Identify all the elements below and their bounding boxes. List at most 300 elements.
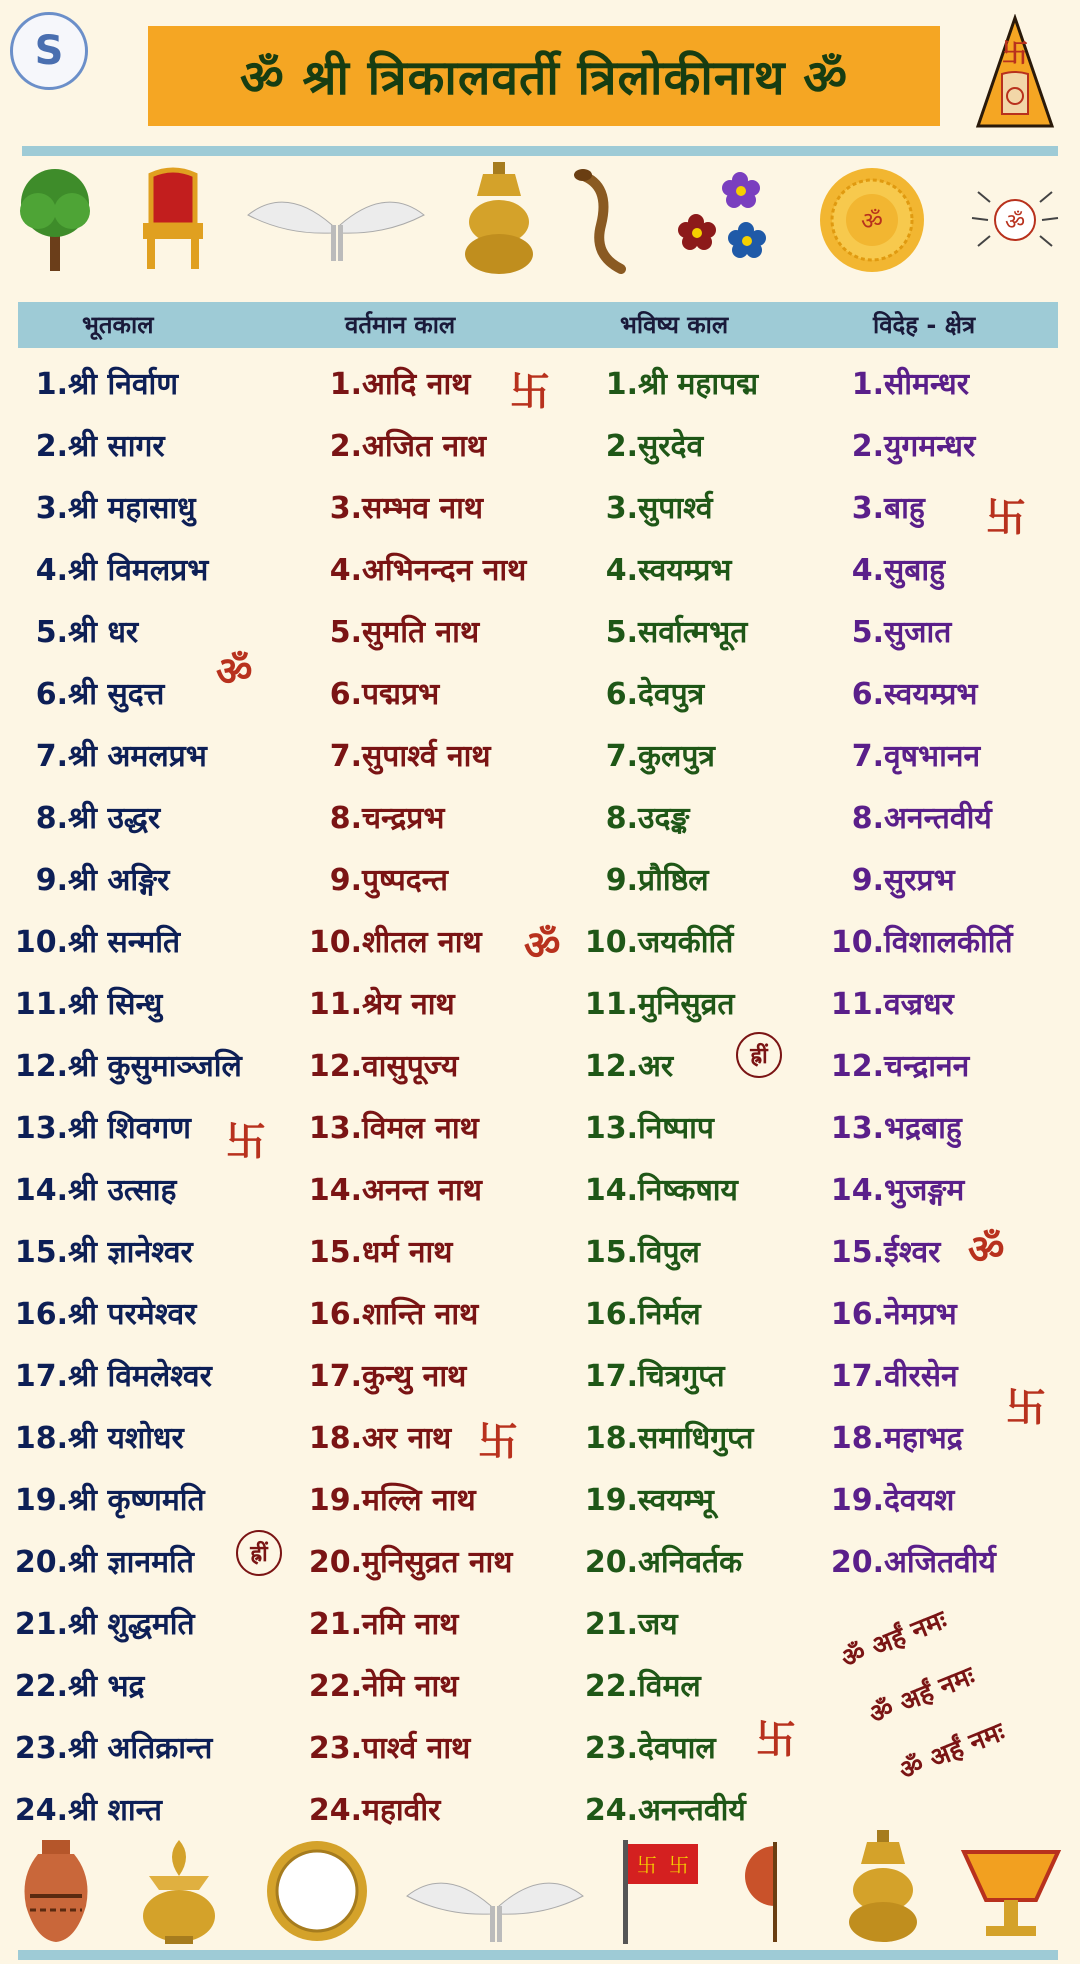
item-name: सम्भव नाथ <box>362 491 484 526</box>
list-item <box>8 1656 242 1718</box>
item-name: श्री धर <box>68 615 139 650</box>
mantra-text: ॐ अर्हं नमः <box>865 1661 980 1731</box>
item-number: 19. <box>308 1483 362 1518</box>
list-item <box>574 1346 758 1408</box>
item-name: श्री अतिक्रान्त <box>68 1731 213 1766</box>
divider <box>22 146 1058 156</box>
item-number: 9. <box>605 863 638 898</box>
item-number: 17. <box>584 1359 638 1394</box>
item-number: 15. <box>584 1235 638 1270</box>
item-name: श्री महासाधु <box>68 491 196 526</box>
item-number: 6. <box>35 677 68 712</box>
item-number: 18. <box>308 1421 362 1456</box>
item-number: 10. <box>308 925 362 960</box>
list-item <box>8 478 242 540</box>
item-number: 6. <box>851 677 884 712</box>
list-item <box>822 1470 1013 1532</box>
om-rays-icon <box>960 170 1070 270</box>
item-name: देवपाल <box>638 1731 716 1766</box>
bowl-icon <box>956 1836 1066 1946</box>
list-item <box>8 1470 242 1532</box>
list-item <box>574 726 758 788</box>
kalash-icon <box>129 1836 229 1946</box>
svg-text:卐: 卐 <box>1001 39 1029 69</box>
list-item <box>8 1284 242 1346</box>
item-name: महावीर <box>362 1793 441 1828</box>
item-number: 13. <box>584 1111 638 1146</box>
item-name: श्री सागर <box>68 429 165 464</box>
item-name: विपुल <box>638 1235 700 1270</box>
item-name: श्री उद्धर <box>68 801 161 836</box>
list-item <box>574 478 758 540</box>
svg-text:卐: 卐 <box>669 1853 690 1877</box>
list-item <box>574 850 758 912</box>
item-number: 7. <box>329 739 362 774</box>
item-number: 2. <box>329 429 362 464</box>
item-name: स्वयम्भू <box>638 1483 714 1518</box>
item-number: 1. <box>35 367 68 402</box>
item-name: आदि नाथ <box>362 367 471 402</box>
item-name: श्री परमेश्वर <box>68 1297 197 1332</box>
item-number: 21. <box>584 1607 638 1642</box>
item-number: 17. <box>14 1359 68 1394</box>
list-present <box>300 354 526 1842</box>
item-number: 18. <box>14 1421 68 1456</box>
list-item <box>300 1346 526 1408</box>
list-item <box>574 1718 758 1780</box>
item-name: वज्रधर <box>884 987 954 1022</box>
header-past: भूतकाल <box>82 311 154 339</box>
list-item <box>574 1036 758 1098</box>
list-item <box>574 540 758 602</box>
tree-icon <box>10 165 100 275</box>
list-item <box>300 1718 526 1780</box>
list-item <box>8 1346 242 1408</box>
chamar-icon <box>405 1856 585 1946</box>
item-name: धर्म नाथ <box>362 1235 453 1270</box>
item-name: श्री शिवगण <box>68 1111 191 1146</box>
item-name: श्री सन्मति <box>68 925 181 960</box>
item-name: नेमि नाथ <box>362 1669 459 1704</box>
pot-icon <box>16 1836 96 1946</box>
list-item <box>822 1532 1013 1594</box>
list-item <box>822 974 1013 1036</box>
item-name: सुपार्श्व नाथ <box>362 739 491 774</box>
item-number: 2. <box>605 429 638 464</box>
list-item <box>300 1284 526 1346</box>
item-number: 5. <box>851 615 884 650</box>
list-item <box>300 1532 526 1594</box>
item-name: देवयश <box>884 1483 955 1518</box>
om-glyph-icon: ॐ <box>216 649 253 695</box>
list-item <box>822 912 1013 974</box>
item-name: अनन्त नाथ <box>362 1173 482 1208</box>
list-item <box>574 354 758 416</box>
item-number: 20. <box>830 1545 884 1580</box>
item-number: 24. <box>308 1793 362 1828</box>
svg-text:ॐ: ॐ <box>1004 210 1025 235</box>
swastik-icon: 卐 <box>986 495 1026 541</box>
om-glyph-icon: ॐ <box>968 1227 1005 1273</box>
list-item <box>300 1098 526 1160</box>
hrim-icon: ह्रीं <box>236 1530 282 1576</box>
item-number: 24. <box>584 1793 638 1828</box>
flowers-icon <box>674 170 784 270</box>
header-videh: विदेह - क्षेत्र <box>873 311 976 339</box>
item-name: स्वयम्प्रभ <box>638 553 732 588</box>
item-number: 10. <box>14 925 68 960</box>
item-name: सीमन्धर <box>884 367 970 402</box>
list-item <box>300 912 526 974</box>
item-number: 12. <box>830 1049 884 1084</box>
list-item <box>574 664 758 726</box>
item-name: श्री ज्ञानेश्वर <box>68 1235 193 1270</box>
mantra-text: ॐ अर्हं नमः <box>837 1605 952 1675</box>
item-name: कुलपुत्र <box>638 739 715 774</box>
item-number: 9. <box>329 863 362 898</box>
item-name: युगमन्धर <box>884 429 976 464</box>
item-name: श्री विमलप्रभ <box>68 553 209 588</box>
list-item <box>8 912 242 974</box>
item-number: 16. <box>308 1297 362 1332</box>
list-item <box>822 478 1013 540</box>
item-name: शीतल नाथ <box>362 925 482 960</box>
item-number: 8. <box>35 801 68 836</box>
list-item <box>822 354 1013 416</box>
item-name: अर नाथ <box>362 1421 452 1456</box>
list-item <box>8 1408 242 1470</box>
item-name: श्री अमलप्रभ <box>68 739 207 774</box>
item-name: पार्श्व नाथ <box>362 1731 471 1766</box>
item-number: 14. <box>14 1173 68 1208</box>
item-number: 9. <box>851 863 884 898</box>
list-item <box>574 602 758 664</box>
list-item <box>574 416 758 478</box>
item-name: विमल नाथ <box>362 1111 479 1146</box>
list-item <box>300 1470 526 1532</box>
item-name: श्री शान्त <box>68 1793 162 1828</box>
item-number: 14. <box>830 1173 884 1208</box>
item-name: चन्द्रप्रभ <box>362 801 445 836</box>
item-number: 5. <box>605 615 638 650</box>
list-item <box>822 788 1013 850</box>
list-item <box>574 912 758 974</box>
item-name: जय <box>638 1607 678 1642</box>
item-name: निष्पाप <box>638 1111 714 1146</box>
list-item <box>822 726 1013 788</box>
item-name: चित्रगुप्त <box>638 1359 725 1394</box>
item-name: मल्लि नाथ <box>362 1483 476 1518</box>
swastik-icon: 卐 <box>510 369 550 415</box>
list-item <box>300 850 526 912</box>
list-item <box>300 974 526 1036</box>
list-item <box>574 1284 758 1346</box>
item-name: उदङ्क <box>638 801 690 836</box>
item-number: 16. <box>830 1297 884 1332</box>
item-number: 6. <box>605 677 638 712</box>
item-number: 16. <box>14 1297 68 1332</box>
item-number: 23. <box>308 1731 362 1766</box>
list-item <box>574 788 758 850</box>
item-name: श्रेय नाथ <box>362 987 455 1022</box>
list-item <box>822 540 1013 602</box>
list-item <box>300 664 526 726</box>
item-name: बाहु <box>884 491 925 526</box>
list-item <box>8 1718 242 1780</box>
swastik-icon: 卐 <box>756 1717 796 1763</box>
list-past <box>8 354 242 1842</box>
item-number: 10. <box>584 925 638 960</box>
item-number: 11. <box>830 987 884 1022</box>
list-item <box>300 788 526 850</box>
mirror-icon <box>262 1836 372 1946</box>
item-number: 12. <box>584 1049 638 1084</box>
item-number: 11. <box>308 987 362 1022</box>
list-item <box>8 664 242 726</box>
list-future <box>574 354 758 1842</box>
list-item <box>8 1098 242 1160</box>
list-item <box>300 602 526 664</box>
list-item <box>574 1470 758 1532</box>
item-name: विमल <box>638 1669 701 1704</box>
list-item <box>300 1656 526 1718</box>
item-name: श्री अङ्गिर <box>68 863 170 898</box>
item-name: सुबाहु <box>884 553 946 588</box>
item-number: 1. <box>329 367 362 402</box>
horn-icon <box>571 165 641 275</box>
item-number: 8. <box>851 801 884 836</box>
item-number: 20. <box>14 1545 68 1580</box>
mantra-text: ॐ अर्हं नमः <box>895 1717 1010 1787</box>
item-number: 4. <box>851 553 884 588</box>
item-number: 16. <box>584 1297 638 1332</box>
item-number: 14. <box>308 1173 362 1208</box>
item-name: अनन्तवीर्य <box>884 801 992 836</box>
list-item <box>300 540 526 602</box>
item-number: 11. <box>584 987 638 1022</box>
item-name: शान्ति नाथ <box>362 1297 479 1332</box>
item-name: चन्द्रानन <box>884 1049 970 1084</box>
item-number: 22. <box>308 1669 362 1704</box>
auspicious-symbols-top <box>10 160 1070 280</box>
item-name: जयकीर्ति <box>638 925 734 960</box>
item-name: ईश्वर <box>884 1235 941 1270</box>
header-future: भविष्य काल <box>620 311 729 339</box>
item-number: 23. <box>14 1731 68 1766</box>
item-name: स्वयम्प्रभ <box>884 677 978 712</box>
item-name: वासुपूज्य <box>362 1049 459 1084</box>
svg-text:卐: 卐 <box>637 1853 658 1877</box>
item-name: श्री उत्साह <box>68 1173 177 1208</box>
item-number: 17. <box>308 1359 362 1394</box>
list-item <box>8 1222 242 1284</box>
item-number: 18. <box>830 1421 884 1456</box>
jhari-vessel-icon <box>459 162 539 278</box>
list-item <box>574 1594 758 1656</box>
item-name: श्री विमलेश्वर <box>68 1359 212 1394</box>
item-number: 21. <box>14 1607 68 1642</box>
item-name: सुमति नाथ <box>362 615 480 650</box>
item-name: श्री निर्वाण <box>68 367 179 402</box>
list-item <box>822 1036 1013 1098</box>
item-number: 7. <box>605 739 638 774</box>
item-number: 19. <box>14 1483 68 1518</box>
item-name: श्री सुदत्त <box>68 677 165 712</box>
list-item <box>822 1160 1013 1222</box>
chamar-icon <box>246 175 426 265</box>
list-item <box>574 1656 758 1718</box>
item-number: 4. <box>35 553 68 588</box>
list-item <box>822 416 1013 478</box>
item-number: 13. <box>14 1111 68 1146</box>
list-item <box>822 1408 1013 1470</box>
item-number: 3. <box>329 491 362 526</box>
item-name: नमि नाथ <box>362 1607 459 1642</box>
list-item <box>8 416 242 478</box>
item-number: 4. <box>605 553 638 588</box>
item-number: 17. <box>830 1359 884 1394</box>
list-item <box>574 1098 758 1160</box>
om-icon: ॐ <box>861 207 884 235</box>
item-name: निर्मल <box>638 1297 701 1332</box>
item-name: प्रौष्ठिल <box>638 863 709 898</box>
item-name: वीरसेन <box>884 1359 958 1394</box>
list-item <box>8 1532 242 1594</box>
item-name: अनन्तवीर्य <box>638 1793 746 1828</box>
list-item <box>300 416 526 478</box>
fan-icon <box>740 1836 810 1946</box>
item-name: मुनिसुव्रत नाथ <box>362 1545 513 1580</box>
item-name: समाधिगुप्त <box>638 1421 754 1456</box>
item-name: पद्मप्रभ <box>362 677 440 712</box>
jhari-vessel-icon <box>843 1830 923 1946</box>
hrim-icon: ह्रीं <box>736 1032 782 1078</box>
item-number: 8. <box>329 801 362 836</box>
item-number: 15. <box>830 1235 884 1270</box>
item-number: 4. <box>329 553 362 588</box>
list-item <box>822 1284 1013 1346</box>
item-number: 24. <box>14 1793 68 1828</box>
jain-emblem-icon <box>972 14 1058 134</box>
list-item <box>8 1594 242 1656</box>
list-item <box>300 726 526 788</box>
item-name: देवपुत्र <box>638 677 705 712</box>
item-name: भद्रबाहु <box>884 1111 962 1146</box>
item-name: वृषभानन <box>884 739 981 774</box>
item-name: अभिनन्दन नाथ <box>362 553 527 588</box>
item-number: 23. <box>584 1731 638 1766</box>
item-number: 22. <box>584 1669 638 1704</box>
item-number: 12. <box>14 1049 68 1084</box>
list-item <box>574 1408 758 1470</box>
list-item <box>8 850 242 912</box>
swastik-icon: 卐 <box>1006 1385 1046 1431</box>
item-number: 11. <box>14 987 68 1022</box>
item-number: 10. <box>830 925 884 960</box>
list-item <box>822 1098 1013 1160</box>
item-number: 18. <box>584 1421 638 1456</box>
list-item <box>822 850 1013 912</box>
list-item <box>300 478 526 540</box>
item-number: 2. <box>35 429 68 464</box>
list-item <box>574 1532 758 1594</box>
item-name: भुजङ्गम <box>884 1173 965 1208</box>
item-number: 8. <box>605 801 638 836</box>
item-number: 3. <box>605 491 638 526</box>
list-item <box>574 974 758 1036</box>
list-item <box>8 974 242 1036</box>
item-name: अजित नाथ <box>362 429 487 464</box>
list-item <box>574 1222 758 1284</box>
item-number: 15. <box>14 1235 68 1270</box>
item-name: सुरदेव <box>638 429 704 464</box>
item-name: नेमप्रभ <box>884 1297 957 1332</box>
item-name: पुष्पदन्त <box>362 863 449 898</box>
item-name: श्री ज्ञानमति <box>68 1545 194 1580</box>
swastik-icon: 卐 <box>226 1119 266 1165</box>
item-name: श्री महापद्म <box>638 367 759 402</box>
item-name: महाभद्र <box>884 1421 963 1456</box>
list-videh <box>822 354 1013 1594</box>
logo-icon: S <box>10 12 88 90</box>
item-name: श्री कुसुमाञ्जलि <box>68 1049 242 1084</box>
list-item <box>8 726 242 788</box>
item-name: श्री भद्र <box>68 1669 145 1704</box>
list-item <box>8 354 242 416</box>
item-number: 2. <box>851 429 884 464</box>
throne-icon <box>133 165 213 275</box>
list-item <box>300 1160 526 1222</box>
divider <box>18 1950 1058 1960</box>
item-number: 20. <box>584 1545 638 1580</box>
item-number: 1. <box>605 367 638 402</box>
item-number: 21. <box>308 1607 362 1642</box>
list-item <box>8 788 242 850</box>
item-name: कुन्थु नाथ <box>362 1359 467 1394</box>
swastik-icon: 卐 <box>478 1419 518 1465</box>
header-present: वर्तमान काल <box>345 311 456 339</box>
page-title: ॐ श्री त्रिकालवर्ती त्रिलोकीनाथ ॐ <box>148 26 940 126</box>
list-item <box>300 354 526 416</box>
item-number: 12. <box>308 1049 362 1084</box>
item-number: 6. <box>329 677 362 712</box>
item-number: 22. <box>14 1669 68 1704</box>
item-number: 5. <box>35 615 68 650</box>
item-name: विशालकीर्ति <box>884 925 1013 960</box>
item-name: सुजात <box>884 615 952 650</box>
item-number: 3. <box>35 491 68 526</box>
item-name: श्री सिन्धु <box>68 987 163 1022</box>
item-name: सुपार्श्व <box>638 491 713 526</box>
item-name: श्री कृष्णमति <box>68 1483 205 1518</box>
item-number: 13. <box>830 1111 884 1146</box>
list-item <box>822 602 1013 664</box>
list-item <box>300 1594 526 1656</box>
list-item <box>574 1160 758 1222</box>
item-number: 9. <box>35 863 68 898</box>
item-number: 20. <box>308 1545 362 1580</box>
flag-icon <box>617 1836 707 1946</box>
item-name: श्री शुद्धमति <box>68 1607 195 1642</box>
list-item <box>822 1346 1013 1408</box>
item-name: सर्वात्मभूत <box>638 615 748 650</box>
auspicious-symbols-bottom <box>16 1830 1066 1946</box>
item-number: 19. <box>584 1483 638 1518</box>
list-item <box>300 1222 526 1284</box>
list-item <box>822 664 1013 726</box>
item-number: 19. <box>830 1483 884 1518</box>
item-number: 3. <box>851 491 884 526</box>
